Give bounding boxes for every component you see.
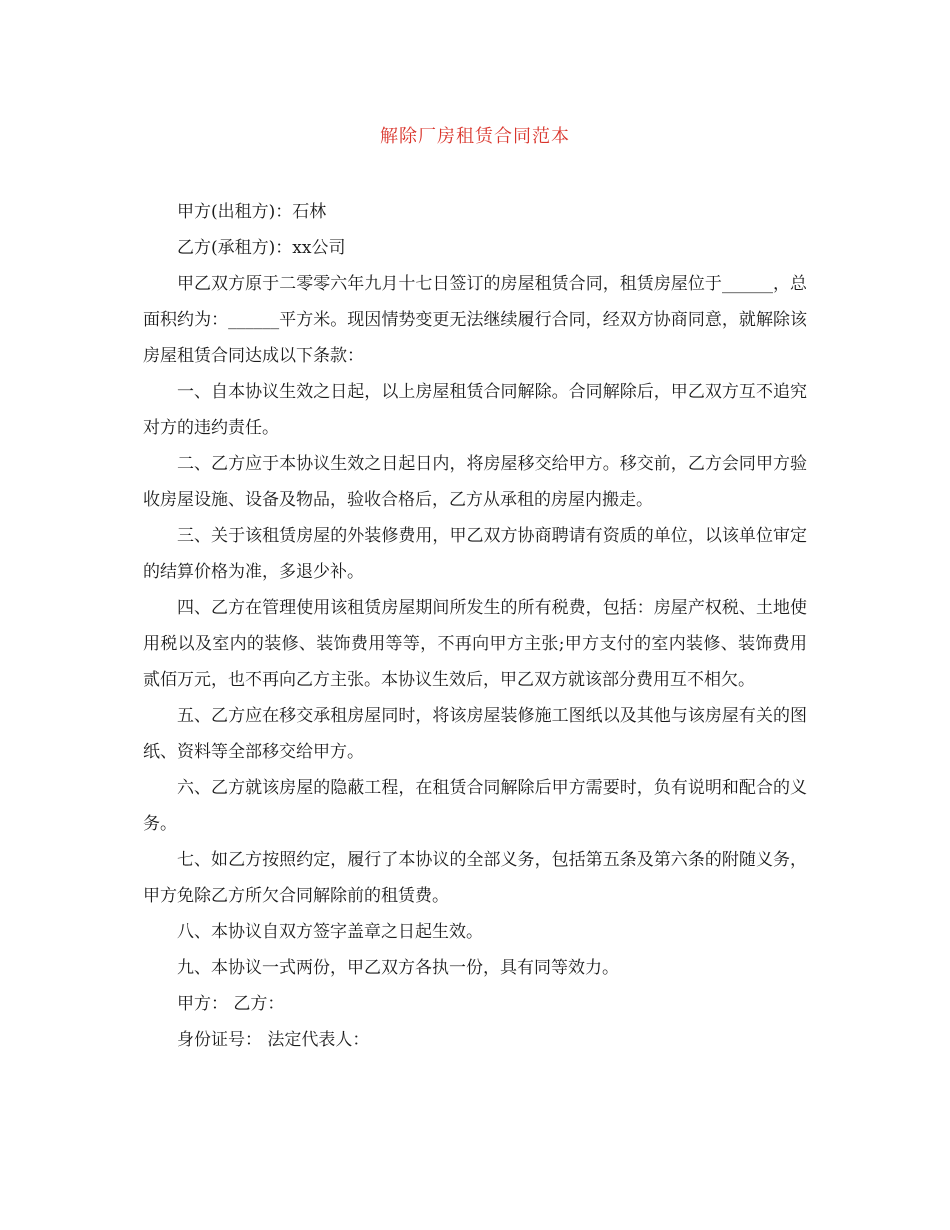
clause-2: 二、乙方应于本协议生效之日起日内，将房屋移交给甲方。移交前，乙方会同甲方验收房屋设施、设备及物品，验收合格后，乙方从承租的房屋内搬走。 (143, 454, 807, 510)
clause-1: 一、自本协议生效之日起，以上房屋租赁合同解除。合同解除后，甲乙双方互不追究对方的违约责任。 (143, 382, 807, 438)
party-a-line: 甲方(出租方)：石林 (177, 202, 327, 222)
document-body (143, 194, 807, 1058)
preamble-paragraph: 甲乙双方原于二零零六年九月十七日签订的房屋租赁合同，租赁房屋位于______，总面积约为：______平方米。现因情势变更无法继续履行合同，经双方协商同意，就解除该房屋租赁合同达成以下条款： (143, 274, 807, 366)
clause-8: 八、本协议自双方签字盖章之日起生效。 (177, 922, 483, 942)
clause-5: 五、乙方应在移交承租房屋同时，将该房屋装修施工图纸以及其他与该房屋有关的图纸、资料等全部移交给甲方。 (143, 706, 807, 762)
clause-9: 九、本协议一式两份，甲乙双方各执一份，具有同等效力。 (177, 958, 619, 978)
clause-7: 七、如乙方按照约定，履行了本协议的全部义务，包括第五条及第六条的附随义务，甲方免除乙方所欠合同解除前的租赁费。 (143, 850, 807, 906)
clause-6: 六、乙方就该房屋的隐蔽工程，在租赁合同解除后甲方需要时，负有说明和配合的义务。 (143, 778, 807, 834)
party-b-line: 乙方(承租方)：xx公司 (177, 238, 346, 258)
clause-4: 四、乙方在管理使用该租赁房屋期间所发生的所有税费，包括：房屋产权税、土地使用税以及室内的装修、装饰费用等等，不再向甲方主张;甲方支付的室内装修、装饰费用贰佰万元，也不再向乙方主张。本协议生效后，甲乙双方就该部分费用互不相欠。 (143, 598, 807, 690)
signature-id-line: 身份证号： 法定代表人： (177, 1030, 370, 1050)
signature-parties-line: 甲方： 乙方： (177, 994, 285, 1014)
clause-3: 三、关于该租赁房屋的外装修费用，甲乙双方协商聘请有资质的单位，以该单位审定的结算价格为准，多退少补。 (143, 526, 807, 582)
document-title: 解除厂房租赁合同范本 (380, 126, 570, 147)
